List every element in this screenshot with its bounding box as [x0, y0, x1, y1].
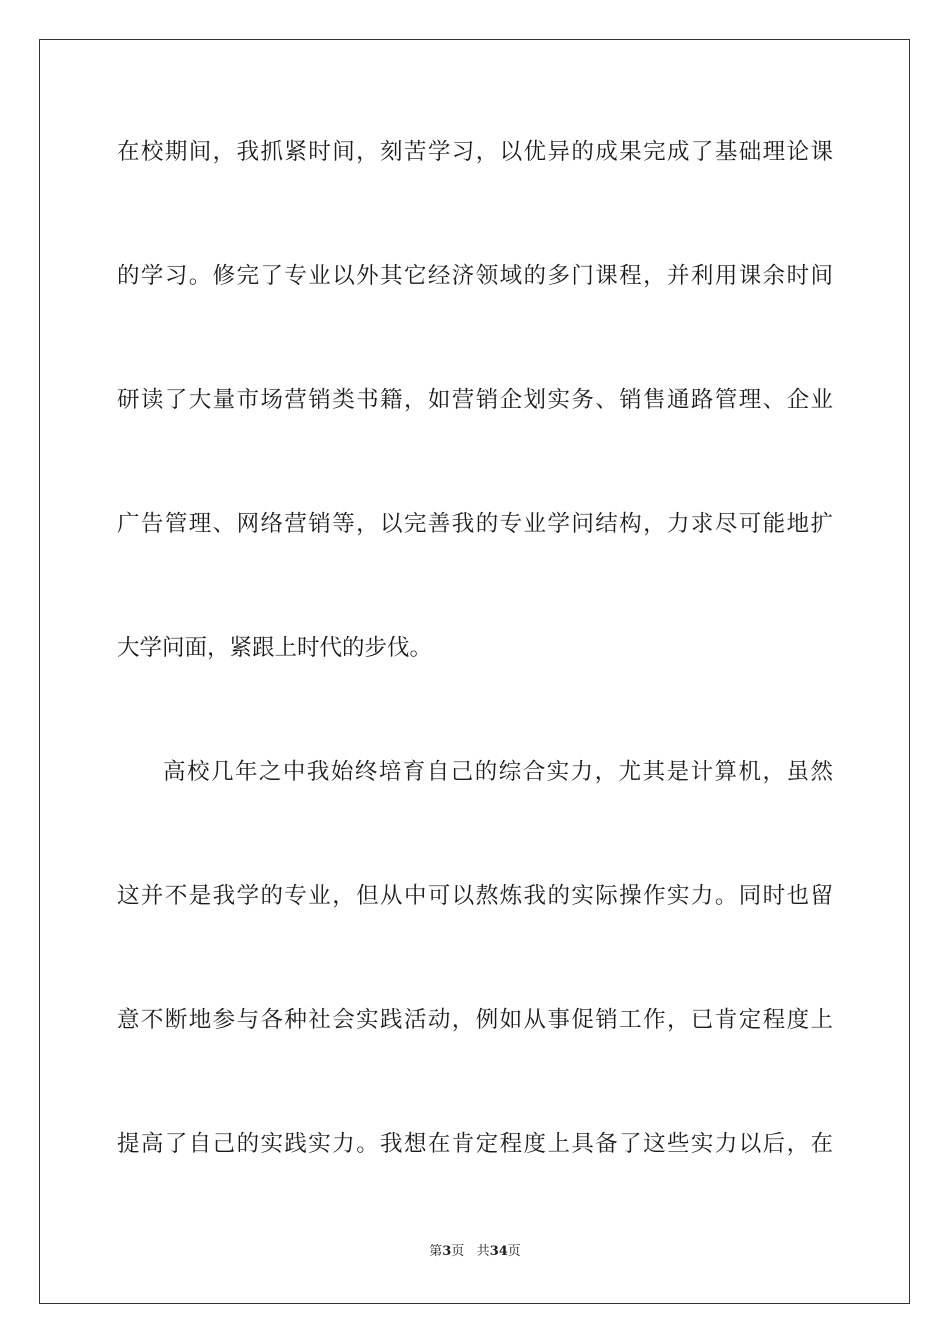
page-frame [39, 39, 910, 1304]
page-footer [0, 1243, 950, 1261]
total-suffix: 页 [507, 1244, 521, 1259]
text-line: 研读了大量市场营销类书籍，如营销企划实务、销售通路管理、企业 [117, 387, 833, 413]
text-line: 这并不是我学的专业，但从中可以熬炼我的实际操作实力。同时也留 [117, 883, 833, 909]
total-pages: 34 [489, 1244, 508, 1259]
total-prefix: 共 [476, 1244, 490, 1259]
text-line: 高校几年之中我始终培育自己的综合实力，尤其是计算机，虽然 [163, 759, 833, 785]
text-line: 的学习。修完了专业以外其它经济领域的多门课程，并利用课余时间 [117, 263, 833, 289]
text-line: 意不断地参与各种社会实践活动，例如从事促销工作，已肯定程度上 [117, 1007, 833, 1033]
text-line: 大学问面，紧跟上时代的步伐。 [117, 635, 433, 661]
text-line: 提高了自己的实践实力。我想在肯定程度上具备了这些实力以后，在 [117, 1131, 833, 1157]
page-number: 3 [442, 1244, 452, 1259]
text-line: 广告管理、网络营销等，以完善我的专业学问结构，力求尽可能地扩 [117, 511, 833, 537]
page-prefix: 第 [429, 1244, 443, 1259]
text-line: 在校期间，我抓紧时间，刻苦学习，以优异的成果完成了基础理论课 [117, 139, 833, 165]
page-suffix: 页 [451, 1244, 465, 1259]
